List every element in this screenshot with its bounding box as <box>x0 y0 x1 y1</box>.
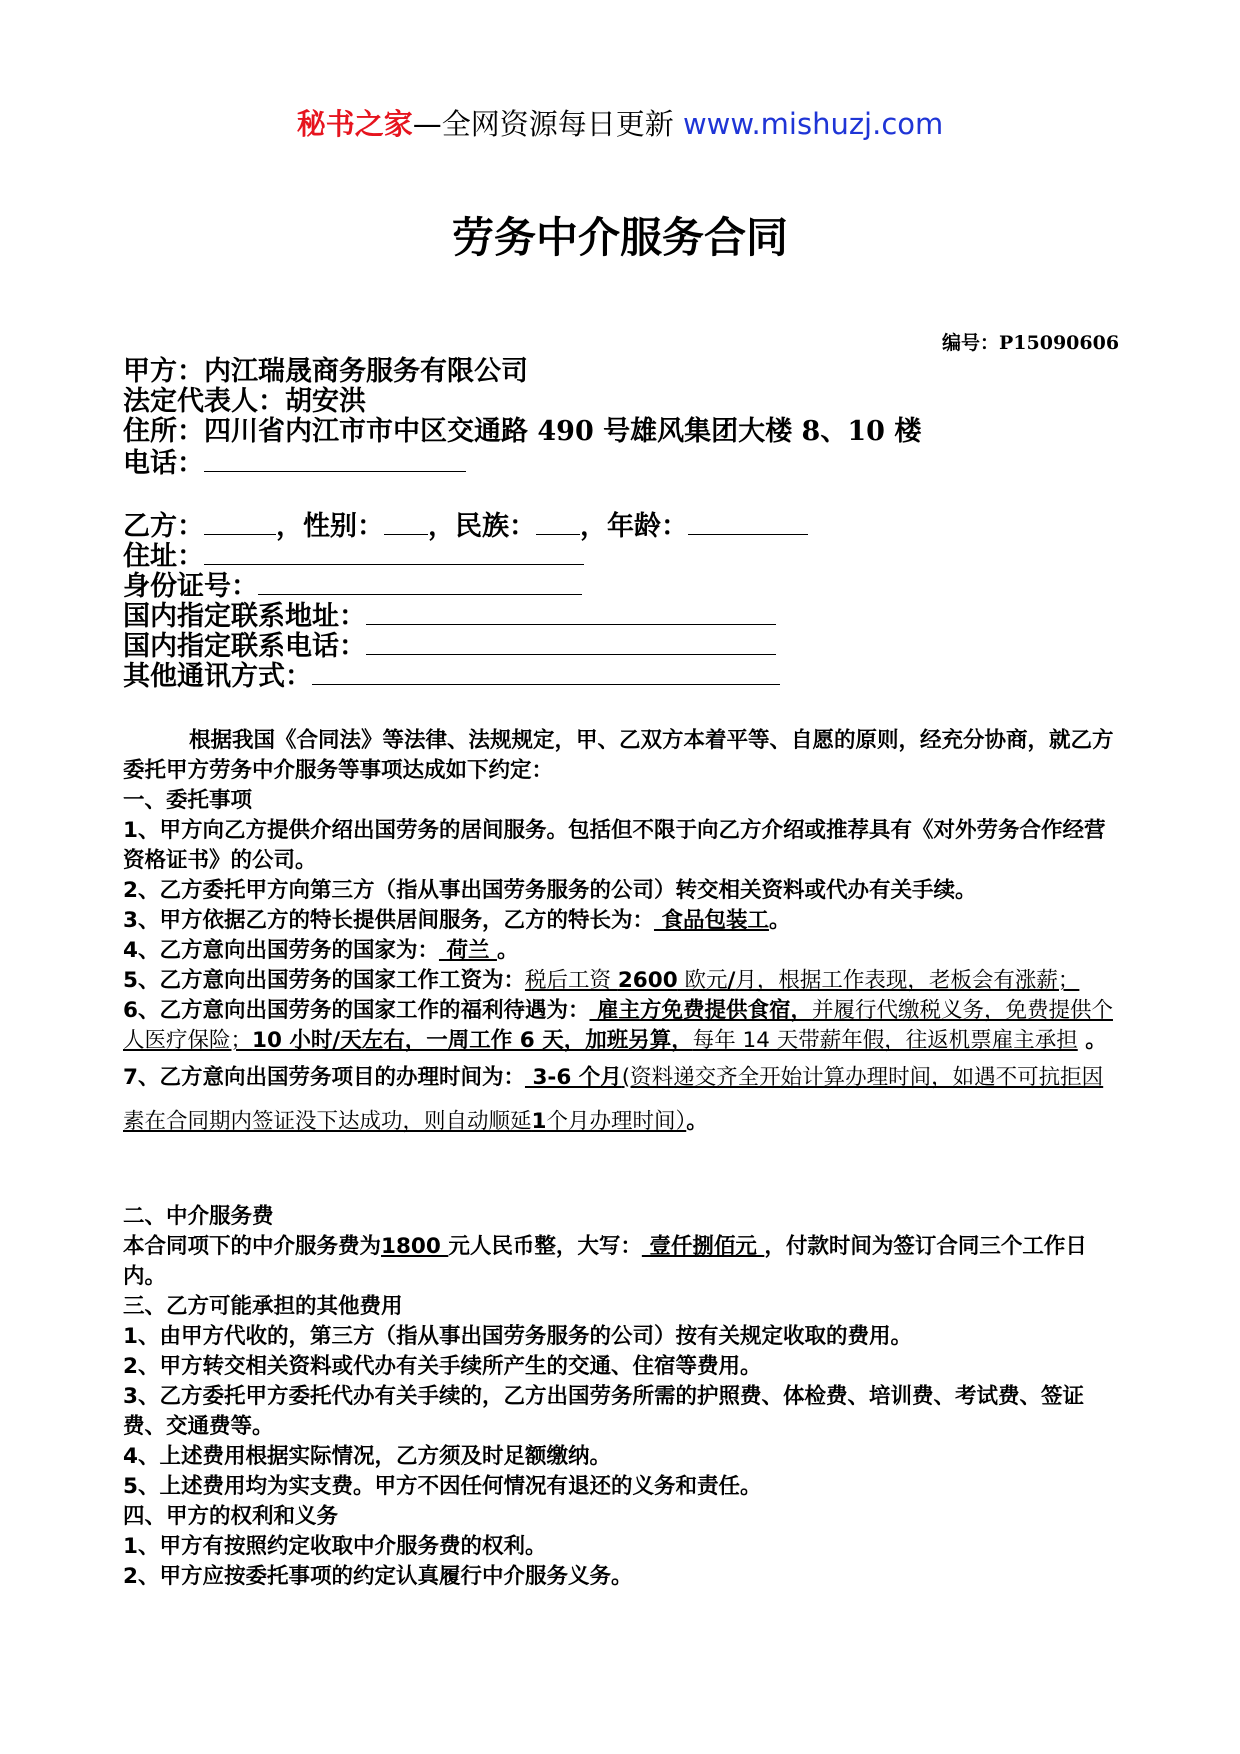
contact-phone-blank[interactable] <box>366 630 776 655</box>
duration-text-b: (资料递交齐全开始计算办理时间，如遇不可抗拒因素在合同期内签证没下达成功，则自动顺延 <box>123 1065 1104 1134</box>
fee-amount-words: 壹仟捌佰元 <box>641 1234 765 1259</box>
party-a-name: 甲方：内江瑞晟商务服务有限公司 <box>123 356 528 387</box>
section-1-item-6 <box>123 996 1123 1056</box>
duration-extension: 1 <box>531 1109 547 1134</box>
document-title: 劳务中介服务合同 <box>451 213 788 262</box>
section-1-item-2: 2、乙方委托甲方向第三方（指从事出国劳务服务的公司）转交相关资料或代办有关手续。 <box>123 878 977 903</box>
country-value: 荷兰 <box>438 938 497 963</box>
party-b-row <box>123 510 1143 542</box>
section-3-item-5: 5、上述费用均为实支费。甲方不因任何情况有退还的义务和责任。 <box>123 1474 762 1499</box>
ethnic-label: ，民族： <box>428 511 536 542</box>
party-b-name-blank[interactable] <box>204 510 276 535</box>
section-4-item-2: 2、甲方应按委托事项的约定认真履行中介服务义务。 <box>123 1564 633 1589</box>
party-a-phone-row <box>123 447 1143 479</box>
section-1-item-1: 1、甲方向乙方提供介绍出国劳务的居间服务。包括但不限于向乙方介绍或推荐具有《对外劳务合作经营资格证书》的公司。 <box>123 818 1106 873</box>
benefit-text-d: 每年 14 天带薪年假，往返机票雇主承担 <box>692 1028 1078 1053</box>
section-3-heading: 三、乙方可能承担的其他费用 <box>123 1294 403 1319</box>
section-3-item-1: 1、由甲方代收的，第三方（指从事出国劳务服务的公司）按有关规定收取的费用。 <box>123 1324 912 1349</box>
other-contact-label: 其他通讯方式： <box>123 661 312 692</box>
item-7-suffix: 。 <box>686 1109 708 1134</box>
benefit-text-c: 10 小时/天左右，一周工作 6 天，加班另算， <box>252 1028 693 1053</box>
salary-amount: 2600 <box>617 968 678 993</box>
contact-address-blank[interactable] <box>366 600 776 625</box>
section-3-item-2: 2、甲方转交相关资料或代办有关手续所产生的交通、住宿等费用。 <box>123 1354 762 1379</box>
header-banner <box>0 104 1240 144</box>
party-b-id-row <box>123 570 1143 602</box>
fee-text-c: ，付款时间为签订合同三个工作日内。 <box>123 1234 1087 1289</box>
fee-amount: 1800 <box>381 1234 449 1259</box>
section-4-heading: 四、甲方的权利和义务 <box>123 1504 339 1529</box>
section-3-item-3: 3、乙方委托甲方委托代办有关手续的，乙方出国劳务所需的护照费、体检费、培训费、考试费、签证费、交通费等。 <box>123 1384 1084 1439</box>
salary-text-e: 月，根据工作表现，老板会有涨薪； <box>735 968 1080 993</box>
item-6-suffix: 。 <box>1077 1028 1107 1053</box>
section-1-item-5 <box>123 966 1123 996</box>
contract-number: 编号：P15090606 <box>942 332 1120 354</box>
section-2-heading: 二、中介服务费 <box>123 1204 274 1229</box>
other-contact-row <box>123 660 1143 692</box>
brand-name: 秘书之家 <box>296 107 413 141</box>
salary-text-a: 税后工资 <box>524 968 618 993</box>
section-1-item-7 <box>123 1056 1123 1144</box>
item-7-prefix: 7、乙方意向出国劳务项目的办理时间为： <box>123 1065 525 1090</box>
item-3-suffix: 。 <box>768 908 791 933</box>
gender-label: ，性别： <box>276 511 384 542</box>
salary-currency: 欧元 <box>677 968 728 993</box>
duration-value: 3-6 个月 <box>524 1065 622 1090</box>
site-url[interactable]: www.mishuzj.com <box>682 107 944 141</box>
ethnic-blank[interactable] <box>536 510 580 535</box>
item-3-prefix: 3、甲方依据乙方的特长提供居间服务，乙方的特长为： <box>123 908 654 933</box>
section-2-fee <box>123 1232 1123 1292</box>
contract-body-continued <box>123 1202 1123 1592</box>
contact-address-row <box>123 600 1143 632</box>
address-blank[interactable] <box>204 540 584 565</box>
contact-phone-label: 国内指定联系电话： <box>123 631 366 662</box>
item-6-prefix: 6、乙方意向出国劳务的国家工作的福利待遇为： <box>123 998 590 1023</box>
item-4-suffix: 。 <box>496 938 519 963</box>
phone-blank[interactable] <box>204 447 466 472</box>
contact-address-label: 国内指定联系地址： <box>123 601 366 632</box>
fee-text-b: 元人民币整，大写： <box>448 1234 642 1259</box>
section-3-item-4: 4、上述费用根据实际情况，乙方须及时足额缴纳。 <box>123 1444 611 1469</box>
age-label: ，年龄： <box>580 511 688 542</box>
item-5-prefix: 5、乙方意向出国劳务的国家工作工资为： <box>123 968 525 993</box>
phone-label: 电话： <box>123 448 204 479</box>
benefit-text-a: 雇主方免费提供食宿， <box>589 998 812 1023</box>
contact-phone-row <box>123 630 1143 662</box>
party-a-representative: 法定代表人：胡安洪 <box>123 386 366 417</box>
party-b-label: 乙方： <box>123 511 204 542</box>
section-4-item-1: 1、甲方有按照约定收取中介服务费的权利。 <box>123 1534 547 1559</box>
id-label: 身份证号： <box>123 571 258 602</box>
other-contact-blank[interactable] <box>312 660 780 685</box>
fee-text-a: 本合同项下的中介服务费为 <box>123 1234 382 1259</box>
party-b-address-row <box>123 540 1143 572</box>
section-1-heading: 一、委托事项 <box>123 788 253 813</box>
specialty-value: 食品包装工 <box>653 908 769 933</box>
benefit-text-b: 并履行代缴税义务，免费提供个人医疗保险； <box>123 998 1113 1053</box>
id-blank[interactable] <box>258 570 582 595</box>
item-4-prefix: 4、乙方意向出国劳务的国家为： <box>123 938 439 963</box>
address-label: 住址： <box>123 541 204 572</box>
salary-slash: / <box>727 968 736 993</box>
section-1-item-4 <box>123 936 1123 966</box>
party-a-address: 住所：四川省内江市市中区交通路 490 号雄风集团大楼 8、10 楼 <box>123 416 922 447</box>
intro-paragraph: 根据我国《合同法》等法律、法规规定，甲、乙双方本着平等、自愿的原则，经充分协商，就乙方委托甲方劳务中介服务等事项达成如下约定： <box>123 728 1114 783</box>
gender-blank[interactable] <box>384 510 428 535</box>
section-1-item-3 <box>123 906 1123 936</box>
age-blank[interactable] <box>688 510 808 535</box>
contract-body <box>123 726 1123 1144</box>
duration-text-d: 个月办理时间） <box>546 1109 687 1134</box>
slogan: —全网资源每日更新 <box>412 107 683 141</box>
